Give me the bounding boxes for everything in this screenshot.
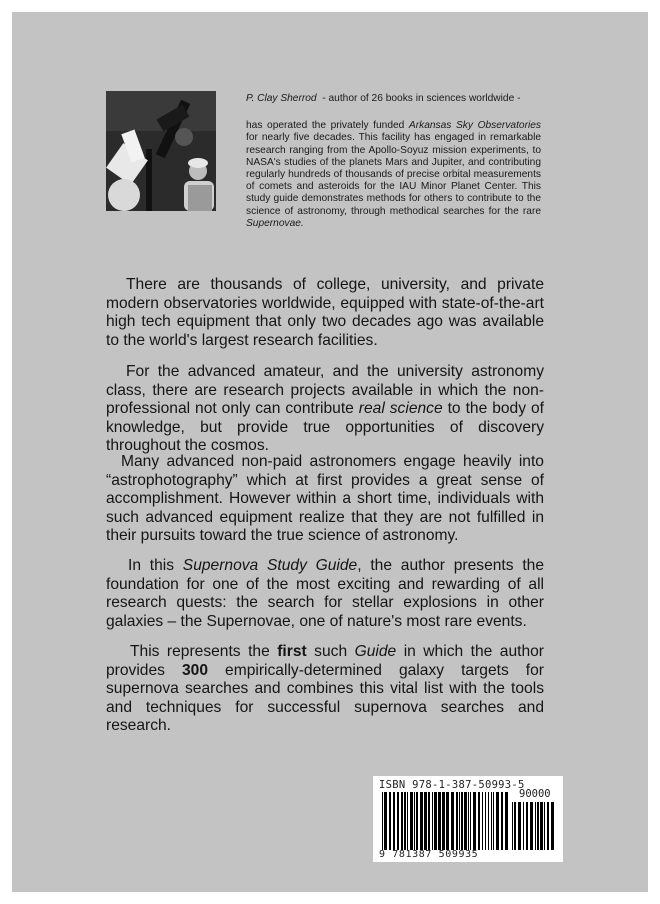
barcode-bar	[397, 792, 399, 850]
barcode-bar	[526, 802, 528, 850]
p5-bold-300: 300	[181, 661, 209, 679]
back-cover	[12, 12, 648, 892]
barcode-bar	[432, 792, 433, 850]
isbn-barcode	[373, 776, 563, 862]
barcode-bar	[384, 792, 387, 850]
author-bio-text-2: for nearly five decades. This facility has engaged in remarkable research ranging from the Apollo-Soyuz mission experiments, to NASA's studies of the planets Mars and Jupiter, and contributing regularly hundreds of thousands of precise orbital measurements of comets and asteroids for the IAU Minor Planet Center. This study guide demonstrates methods for others to contribute to the science of astronomy, through methodical searches for the rare	[246, 132, 541, 217]
barcode-bar	[434, 792, 437, 850]
author-photo	[106, 91, 216, 211]
barcode-bar	[451, 792, 454, 850]
barcode-bar	[491, 792, 492, 850]
barcode-bar	[393, 792, 395, 850]
supernovae-word: Supernovae.	[246, 217, 304, 229]
barcode-bar	[482, 792, 483, 850]
author-bio-text: has operated the privately funded	[246, 120, 409, 132]
barcode-bar	[547, 802, 549, 850]
p2-emphasis: real science	[358, 400, 443, 418]
author-bio	[246, 120, 541, 230]
p4-guide-title: Supernova Study Guide	[182, 557, 358, 574]
barcode-bar	[540, 802, 543, 850]
p5-bold-first: first	[277, 643, 307, 660]
barcode-bar	[389, 792, 391, 850]
barcode-bar	[496, 792, 499, 850]
barcode-bar	[420, 792, 423, 850]
ean-digits: 9 781387 509935	[379, 849, 479, 860]
barcode-bar	[473, 792, 476, 850]
paragraph-study-guide	[106, 557, 544, 631]
observatory-name: Arkansas Sky Observatories	[408, 120, 541, 132]
author-tagline: - author of 26 books in sciences worldwide -	[322, 93, 521, 104]
author-bio-block	[246, 93, 541, 230]
barcode-bar	[537, 802, 539, 850]
barcode-bar	[459, 792, 460, 850]
barcode-bar	[488, 792, 489, 850]
barcode-bar	[404, 792, 406, 850]
barcode-bar	[428, 792, 430, 850]
barcode-bar	[464, 792, 467, 850]
barcode-bar	[544, 802, 545, 850]
price-code: 90000	[519, 788, 551, 800]
barcode-bar	[501, 792, 503, 850]
p4-text-a: In this	[128, 557, 183, 574]
barcode-bar	[514, 802, 516, 850]
isbn-label: ISBN 978-1-387-50993-5	[379, 779, 525, 791]
barcode-bar	[470, 792, 471, 850]
barcode-bar	[414, 792, 415, 850]
barcode-bar	[416, 792, 418, 850]
barcode-bar	[401, 792, 403, 850]
barcode-bar	[485, 792, 486, 850]
barcode-bar	[523, 802, 524, 850]
p5-guide-word: Guide	[354, 643, 397, 660]
p5-text-c: such	[306, 643, 355, 660]
barcode-bar	[456, 792, 458, 850]
barcode-bar	[468, 792, 469, 850]
barcode-bar	[512, 802, 513, 850]
p2-text-a: For the advanced amateur, and the university astronomy class, there are research projects available in which the non-professional not only can contribute	[106, 363, 544, 418]
barcode-bar	[410, 792, 413, 850]
barcode-bar	[382, 792, 383, 850]
barcode-bar	[461, 792, 463, 850]
barcode-bar	[535, 802, 536, 850]
paragraph-advanced-amateur	[106, 363, 544, 456]
barcode-bar	[518, 802, 521, 850]
p5-text-a: This represents the	[130, 643, 278, 660]
author-heading	[246, 93, 541, 105]
p5-text-e: empirically-determined galaxy targets for supernova searches and combines this vital list with the tools and techniques for successful supernova searches and research.	[106, 661, 544, 735]
barcode-bar	[446, 792, 449, 850]
barcode-bar	[424, 792, 427, 850]
barcode-bar	[551, 802, 554, 850]
barcode-bar	[505, 792, 508, 850]
barcode-bar	[407, 792, 408, 850]
paragraph-astrophotography: Many advanced non-paid astronomers engage heavily into “astrophotography” which at first provides a great sense of accomplishment. However within a short time, individuals with such advanced equipment realize that they are not fulfilled in their pursuits toward the true science of astronomy.	[106, 453, 544, 545]
barcode-bar	[442, 792, 445, 850]
p5-text-d: in which the author provides	[106, 643, 545, 679]
barcode-bar	[530, 802, 533, 850]
barcode-bar	[493, 792, 494, 850]
ean-bars	[382, 792, 508, 850]
paragraph-first-guide	[106, 643, 544, 736]
barcode-bar	[478, 792, 480, 850]
p4-text-b: , the author presents the foundation for one of the most exciting and rewarding of all research quests: the search for stellar explosions in other galaxies – the Supernovae, one of nature's most rare events.	[106, 557, 544, 630]
barcode-bar	[438, 792, 441, 850]
addon-bars	[512, 802, 554, 850]
author-name: P. Clay Sherrod	[246, 93, 317, 104]
paragraph-observatories: There are thousands of college, university, and private modern observatories worldwide, equipped with state-of-the-art high tech equipment that only two decades ago was available to the world's largest research facilities.	[106, 276, 544, 349]
p2-text-b: to the body of knowledge, but provide true opportunities of discovery throughout the cosmos.	[106, 400, 544, 455]
